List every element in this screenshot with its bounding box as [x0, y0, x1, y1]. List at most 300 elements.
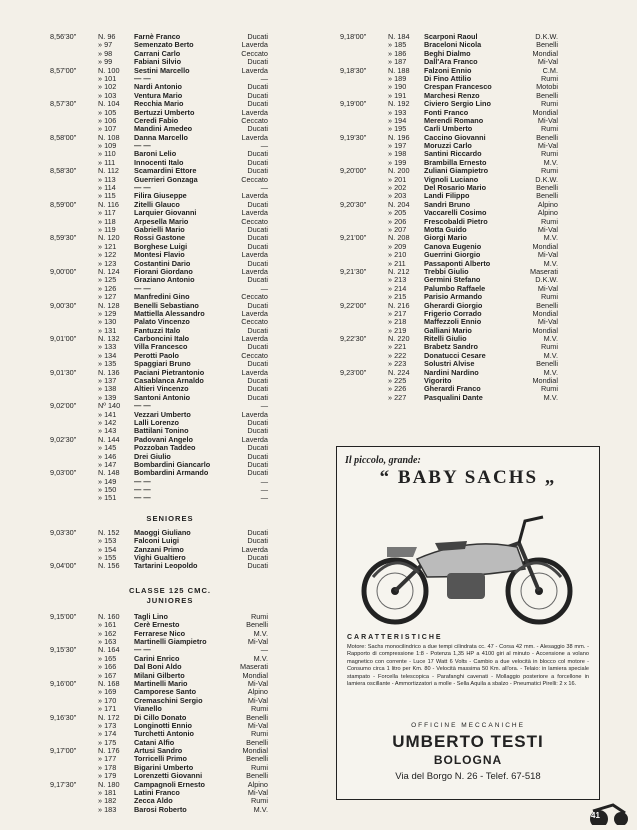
rider-name: Camporese Santo — [134, 687, 197, 697]
motorcycle-make: M.V. — [543, 392, 558, 402]
entry-number: » 127 — [98, 292, 117, 302]
motorcycle-make: M.V. — [253, 628, 268, 638]
motorcycle-make: Ducati — [247, 258, 268, 268]
motorcycle-make: — — [260, 401, 268, 411]
rider-name: Fabiani Silvio — [134, 57, 182, 67]
motorcycle-make: Benelli — [536, 359, 558, 369]
entry-number: » 170 — [98, 695, 117, 705]
rider-name: Carini Enrico — [134, 653, 180, 663]
rider-name: Fonti Franco — [424, 107, 469, 117]
entry-number: » 146 — [98, 451, 117, 461]
entry-number: N. 188 — [388, 65, 410, 75]
entry-number: » 109 — [98, 141, 117, 151]
motorcycle-make: Ducati — [247, 32, 268, 41]
motorcycle-make: Alpino — [247, 779, 268, 789]
rider-name: Cerè Ernesto — [134, 620, 180, 630]
rider-name: Graziano Antonio — [134, 275, 195, 285]
entry-number: » 173 — [98, 720, 117, 730]
rider-name: Bombardini Armando — [134, 468, 209, 478]
ad-address: Via del Borgo N. 26 - Telef. 67-518 — [395, 771, 541, 782]
motorcycle-make: Ceccato — [241, 48, 268, 58]
entry-number: » 202 — [388, 183, 407, 193]
entry-number: » 205 — [388, 208, 407, 218]
entry-number: » 118 — [98, 216, 116, 226]
motorcycle-make: Ceccato — [241, 115, 268, 125]
rider-name: Brabetz Sandro — [424, 342, 478, 352]
motorcycle-make: M.V. — [543, 350, 558, 360]
entry-number: » 115 — [98, 191, 116, 201]
motorcycle-make: Mondial — [532, 241, 558, 251]
motorcycle-make: — — [260, 493, 268, 503]
entry-number: » 147 — [98, 459, 117, 469]
motorcycle-make: M.V. — [543, 157, 558, 167]
seniores-heading: SENIORES — [146, 513, 194, 523]
rider-name: Latini Franco — [134, 788, 180, 798]
motorcycle-make: Ceccato — [241, 350, 268, 360]
entry-number: » 166 — [98, 662, 117, 672]
entry-number: N. 220 — [388, 334, 410, 344]
rider-name: Sandri Bruno — [424, 199, 471, 209]
rider-name: Ventura Mario — [134, 90, 183, 100]
entry-number: N. 104 — [98, 99, 120, 109]
entry-number: » 193 — [388, 107, 407, 117]
entry-number: » 179 — [98, 771, 117, 781]
entry-number: » 122 — [98, 250, 117, 260]
motorcycle-make: Ducati — [247, 417, 268, 427]
page-number-ornament — [563, 799, 633, 825]
motorcycle-make: Rumi — [540, 99, 558, 109]
motorcycle-make: Ducati — [247, 384, 268, 394]
motorcycle-make: Mi-Val — [537, 317, 558, 327]
rider-name: Larquier Giovanni — [134, 208, 197, 218]
rider-name: Semenzato Berto — [134, 40, 194, 50]
entry-number: » 119 — [98, 224, 116, 234]
entry-number: » 181 — [98, 788, 117, 798]
motorcycle-make: Rumi — [540, 73, 558, 83]
motorcycle-make: — — [260, 476, 268, 486]
rider-name: — — — [134, 485, 151, 495]
start-time: 9,17'30" — [50, 779, 77, 789]
motorcycle-make: M.V. — [543, 367, 558, 377]
motorcycle-make: Rumi — [250, 729, 268, 739]
motorcycle-make: Mondial — [532, 107, 558, 117]
rider-name: Frescobaldi Pietro — [424, 216, 488, 226]
ad-subtitle: Il piccolo, grande: — [345, 455, 421, 466]
motorcycle-make: Benelli — [536, 183, 558, 193]
page-number: 41 — [591, 811, 600, 820]
start-time: 8,57'30" — [50, 99, 77, 109]
rider-name: Caccino Giovanni — [424, 132, 486, 142]
entry-number: » 117 — [98, 208, 116, 218]
entry-number: » 143 — [98, 426, 117, 436]
rider-name: Vignoli Luciano — [424, 174, 479, 184]
entry-row — [50, 67, 290, 75]
motorcycle-make: Rumi — [540, 342, 558, 352]
rider-name: Parisio Armando — [424, 292, 483, 302]
motorcycle-make: Ducati — [247, 241, 268, 251]
entry-number: » 191 — [388, 90, 407, 100]
motorcycle-make: — — [260, 645, 268, 655]
entry-number: » 110 — [98, 149, 116, 159]
motorcycle-make: Maserati — [530, 266, 558, 276]
motorcycle-make: Ducati — [247, 392, 268, 402]
rider-name: Carboncini Italo — [134, 334, 190, 344]
entry-number: » 195 — [388, 124, 407, 134]
rider-name: Gabrielli Mario — [134, 224, 185, 234]
entry-number: » 145 — [98, 443, 117, 453]
motorcycle-make: Rumi — [540, 166, 558, 176]
motorcycle-make: Ducati — [247, 57, 268, 67]
entry-number: » 114 — [98, 183, 116, 193]
entry-number: » 190 — [388, 82, 407, 92]
start-time: 9,00'00" — [50, 266, 77, 276]
rider-name: Santini Riccardo — [424, 149, 482, 159]
entry-number: » 121 — [98, 241, 117, 251]
motorcycle-make: Laverda — [241, 132, 268, 142]
start-time: 9,21'30" — [340, 266, 367, 276]
rider-name: Baroni Lelio — [134, 149, 177, 159]
ad-features-title: CARATTERISTICHE — [347, 634, 443, 641]
rider-name: Innocenti Italo — [134, 157, 184, 167]
entry-number: » 129 — [98, 308, 117, 318]
class-125-heading: CLASSE 125 CMC. — [128, 585, 212, 595]
motorcycle-make: Ducati — [247, 561, 268, 571]
entry-number: » 203 — [388, 191, 407, 201]
motorcycle-make: Mi-Val — [247, 678, 268, 688]
rider-name: Benelli Sebastiano — [134, 300, 199, 310]
entry-number: N. 200 — [388, 166, 410, 176]
rider-name: Montesi Flavio — [134, 250, 185, 260]
rider-name: Spaggiari Bruno — [134, 359, 191, 369]
motorcycle-make: M.V. — [543, 233, 558, 243]
motorcycle-make: Laverda — [241, 334, 268, 344]
entry-number: » 142 — [98, 417, 117, 427]
entry-number: » 207 — [388, 224, 407, 234]
rider-name: Mandini Amedeo — [134, 124, 193, 134]
motorcycle-make: Mondial — [532, 376, 558, 386]
entry-number: » 126 — [98, 283, 117, 293]
start-time: 9,20'00" — [340, 166, 367, 176]
entry-number: » 163 — [98, 637, 117, 646]
motorcycle-make: Ducati — [247, 553, 268, 563]
start-time: 9,20'30" — [340, 199, 367, 209]
entry-number: » 111 — [98, 157, 116, 167]
entry-number: » 221 — [388, 342, 407, 352]
entry-number: » 103 — [98, 90, 117, 100]
entry-number: N. 112 — [98, 166, 119, 176]
motorcycle-make: Rumi — [540, 149, 558, 159]
motorcycle-make: D.K.W. — [535, 32, 558, 41]
rider-name: Gherardi Giorgio — [424, 300, 483, 310]
motorcycle-make: M.V. — [253, 804, 268, 814]
entry-number: » 177 — [98, 754, 117, 764]
entry-number: » 107 — [98, 124, 117, 134]
motorcycle-make: Mi-Val — [537, 250, 558, 260]
entry-number: » 215 — [388, 292, 407, 302]
motorcycle-make: Benelli — [536, 300, 558, 310]
rider-name: Trebbi Giulio — [424, 266, 469, 276]
entry-number: » 102 — [98, 82, 117, 92]
rider-name: Mattiella Alessandro — [134, 308, 205, 318]
motorcycle-make: Ceccato — [241, 174, 268, 184]
rider-name: — — — [134, 141, 151, 151]
rider-name: Landi Filippo — [424, 191, 470, 201]
motorcycle-make: Laverda — [241, 308, 268, 318]
rider-name: Canova Eugenio — [424, 241, 482, 251]
start-time: 9,15'30" — [50, 645, 77, 655]
start-time: 9,03'00" — [50, 468, 77, 478]
entry-row — [50, 176, 290, 184]
rider-name: Maffezzoli Ennio — [424, 317, 482, 327]
entry-number: » 189 — [388, 73, 407, 83]
entry-number: N. 216 — [388, 300, 410, 310]
entry-number: » 187 — [388, 57, 407, 67]
motorcycle-make: Laverda — [241, 367, 268, 377]
rider-name: Merendi Romano — [424, 115, 484, 125]
rider-name: Moruzzi Carlo — [424, 141, 472, 151]
motorcycle-make: C.M. — [542, 65, 558, 75]
rider-name: Guerrini Giorgio — [424, 250, 481, 260]
rider-name: Villa Francesco — [134, 342, 188, 352]
entry-number: » 225 — [388, 376, 407, 386]
rider-name: Danna Marcello — [134, 132, 188, 142]
start-time: 8,57'00" — [50, 65, 77, 75]
start-time: 9,23'00" — [340, 367, 367, 377]
entry-number: » 167 — [98, 670, 117, 680]
motorcycle-make: Mi-Val — [537, 141, 558, 151]
motorcycle-make: D.K.W. — [535, 275, 558, 285]
entry-number: » 149 — [98, 476, 117, 486]
motorcycle-make: Ducati — [247, 536, 268, 546]
entry-number: » 165 — [98, 653, 117, 663]
entry-number: » 125 — [98, 275, 117, 285]
entry-number: » 98 — [98, 48, 113, 58]
motorcycle-make: Ducati — [247, 149, 268, 159]
rider-name: — — — [134, 476, 151, 486]
motorcycle-make: Benelli — [246, 737, 268, 747]
entry-number: » 211 — [388, 258, 406, 268]
entry-number: N. 212 — [388, 266, 410, 276]
rider-name: Fantuzzi Italo — [134, 325, 181, 335]
rider-name: Barosi Roberto — [134, 804, 187, 814]
motorcycle-make: Motobi — [536, 82, 558, 92]
rider-name: Fiorani Giordano — [134, 266, 193, 276]
rider-name: Torricelli Primo — [134, 754, 187, 764]
entry-row — [50, 394, 290, 402]
motorcycle-make: Laverda — [241, 191, 268, 201]
rider-name: Tagli Lino — [134, 611, 168, 621]
start-time: 9,22'00" — [340, 300, 367, 310]
start-time: 8,58'00" — [50, 132, 77, 142]
motorcycle-make: Ducati — [247, 233, 268, 243]
entry-number: N. 164 — [98, 645, 120, 655]
start-time: 9,01'00" — [50, 334, 77, 344]
rider-name: Paciani Pietrantonio — [134, 367, 205, 377]
entry-number: » 105 — [98, 107, 117, 117]
entry-number: » 198 — [388, 149, 407, 159]
motorcycle-make: Laverda — [241, 107, 268, 117]
motorcycle-make: Laverda — [241, 434, 268, 444]
entry-number: » 206 — [388, 216, 407, 226]
rider-name: Germini Stefano — [424, 275, 481, 285]
motorcycle-make: Mi-Val — [537, 283, 558, 293]
motorcycle-make: — — [260, 283, 268, 293]
rider-name: Martinelli Mario — [134, 678, 188, 688]
motorcycle-make: M.V. — [543, 334, 558, 344]
rider-name: Pozzoban Taddeo — [134, 443, 196, 453]
entry-number: » 113 — [98, 174, 116, 184]
entry-number: » 199 — [388, 157, 407, 167]
motorcycle-make: Mi-Val — [247, 637, 268, 646]
rider-name: Zuliani Giampietro — [424, 166, 489, 176]
rider-name: Dall'Ara Franco — [424, 57, 478, 67]
rider-name: Vaccarelli Cosimo — [424, 208, 487, 218]
motorcycle-make: Ducati — [247, 90, 268, 100]
motorcycle-make: Alpino — [537, 199, 558, 209]
entry-number: » 130 — [98, 317, 117, 327]
rider-name: Falzoni Ennio — [424, 65, 472, 75]
motorcycle-make: Mondial — [242, 746, 268, 756]
rider-name: Frigerio Corrado — [424, 308, 482, 318]
rider-name: Casablanca Arnaldo — [134, 376, 204, 386]
rider-name: Vezzari Umberto — [134, 409, 191, 419]
entry-number: N. 144 — [98, 434, 120, 444]
rider-name: Santoni Antonio — [134, 392, 191, 402]
motorcycle-make: Mi-Val — [537, 115, 558, 125]
rider-name: — — — [134, 183, 151, 193]
rider-name: Ceredi Fabio — [134, 115, 179, 125]
rider-name: Zanzani Primo — [134, 544, 184, 554]
rider-name: Filira Giuseppe — [134, 191, 187, 201]
motorcycle-make: Alpino — [537, 208, 558, 218]
entry-number: N. 204 — [388, 199, 410, 209]
motorcycle-make: — — [260, 183, 268, 193]
rider-name: Giorgi Mario — [424, 233, 467, 243]
rider-name: Costantini Dario — [134, 258, 191, 268]
rider-name: Longinotti Ennio — [134, 720, 192, 730]
rider-name: Beghi Dialmo — [424, 48, 471, 58]
motorcycle-make: Laverda — [241, 250, 268, 260]
entry-number: » 186 — [388, 48, 407, 58]
motorcycle-make: Rumi — [540, 292, 558, 302]
ad-city: BOLOGNA — [433, 753, 503, 767]
motorcycle-make: Ducati — [247, 199, 268, 209]
entry-number: » 134 — [98, 350, 117, 360]
entry-row — [50, 478, 290, 486]
rider-name: Recchia Mario — [134, 99, 184, 109]
entry-number: N. 172 — [98, 712, 120, 722]
rider-name: Tartarini Leopoldo — [134, 561, 198, 571]
entry-number: » 185 — [388, 40, 407, 50]
rider-name: Brambilla Ernesto — [424, 157, 487, 167]
rider-name: Maoggi Giuliano — [134, 527, 191, 537]
motorcycle-make: Benelli — [246, 620, 268, 630]
entry-row — [50, 638, 290, 646]
start-time: 8,59'00" — [50, 199, 77, 209]
motorcycle-make: Ceccato — [241, 292, 268, 302]
motorcycle-make: Ceccato — [241, 216, 268, 226]
entry-row — [50, 806, 290, 814]
motorcycle-make: Mi-Val — [247, 720, 268, 730]
entry-number: » 182 — [98, 796, 117, 806]
motorcycle-make: Maserati — [240, 662, 268, 672]
entry-number: » 162 — [98, 628, 117, 638]
entry-number: N. 108 — [98, 132, 120, 142]
entry-number: Nº 140 — [98, 401, 121, 411]
rider-name: Braceloni Nicola — [424, 40, 482, 50]
motorcycle-make: Mi-Val — [537, 224, 558, 234]
entry-number: » 151 — [98, 493, 117, 503]
entry-number: N. 116 — [98, 199, 119, 209]
rider-name: Solustri Alvise — [424, 359, 475, 369]
entry-row — [50, 486, 290, 494]
rider-name: Sestini Marcello — [134, 65, 190, 75]
motorcycle-make: Benelli — [246, 771, 268, 781]
rider-name: Vighi Gualtiero — [134, 553, 186, 563]
rider-name: Galliani Mario — [424, 325, 472, 335]
motorcycle-make: Mi-Val — [537, 57, 558, 67]
entry-number: » 155 — [98, 553, 117, 563]
entry-number: » 219 — [388, 325, 407, 335]
entry-number: » 209 — [388, 241, 407, 251]
start-time: 9,18'30" — [340, 65, 367, 75]
motorcycle-make: Ducati — [247, 124, 268, 134]
entry-number: » 106 — [98, 115, 117, 125]
motorcycle-make: Ducati — [247, 99, 268, 109]
motorcycle-make: — — [260, 141, 268, 151]
rider-name: Lalli Lorenzo — [134, 417, 179, 427]
start-time: 9,18'00" — [340, 32, 367, 41]
rider-name: Di Cillo Donato — [134, 712, 187, 722]
entry-number: » 154 — [98, 544, 117, 554]
entry-number: » 174 — [98, 729, 117, 739]
motorcycle-make: Rumi — [250, 611, 268, 621]
motorcycle-make: Ducati — [247, 82, 268, 92]
motorcycle-make: Laverda — [241, 65, 268, 75]
rider-name: Ritelli Giulio — [424, 334, 467, 344]
ad-headline: “ BABY SACHS „ — [379, 467, 557, 488]
rider-name: — — — [134, 493, 151, 503]
entry-number: » 135 — [98, 359, 117, 369]
entry-number: N. 132 — [98, 334, 120, 344]
ad-features-text: Motore: Sachs monocilindrico a due tempi cilindrata cc. 47 - Corsa 42 mm. - Alesaggio 38 mm. - Rapporto di compressione 1:8 - Potenza 1,35 HP a 4100 giri al minuto - Accensione a volano magnetico con corrente - Luce 17 Watt 6 Volts - Cambio a due velocità in blocco col motore - Consumo circa 1 litro per Km. 80 - Velocità massima 50 Km. all'ora. - Telaio: in lamiera speciale stampato - Forcella telescopica - Parafanghi cavenati - Mollaggio posteriore a forcellone in lamiera oscillante - Ammortizzatori a molle - Sella Aquila a sbalzo - Pneumatici Pirelli: 2 x 16. — [347, 644, 589, 688]
entry-number: » 101 — [98, 73, 117, 83]
entry-number: N. 128 — [98, 300, 120, 310]
entry-number: N. 224 — [388, 367, 410, 377]
motorcycle-make: Benelli — [536, 191, 558, 201]
motorcycle-make: M.V. — [543, 258, 558, 268]
start-time: 9,02'00" — [50, 401, 77, 411]
entry-row — [50, 134, 290, 142]
entry-number: N. 136 — [98, 367, 120, 377]
entry-number: » 222 — [388, 350, 407, 360]
rider-name: Zecca Aldo — [134, 796, 173, 806]
rider-name: Bombardini Giancarlo — [134, 459, 211, 469]
entry-number: » 223 — [388, 359, 407, 369]
entry-number: N. 120 — [98, 233, 120, 243]
rider-name: Altieri Vincenzo — [134, 384, 189, 394]
motorcycle-make: Ducati — [247, 275, 268, 285]
start-time: 9,03'30" — [50, 527, 77, 537]
rider-name: Lorenzetti Giovanni — [134, 771, 203, 781]
start-time: 9,02'30" — [50, 434, 77, 444]
motorcycle-make: Laverda — [241, 544, 268, 554]
entry-number: » 194 — [388, 115, 407, 125]
entry-number: N. 180 — [98, 779, 120, 789]
motorcycle-make: D.K.W. — [535, 174, 558, 184]
motorcycle-make: M.V. — [253, 653, 268, 663]
rider-name: Crespan Francesco — [424, 82, 492, 92]
